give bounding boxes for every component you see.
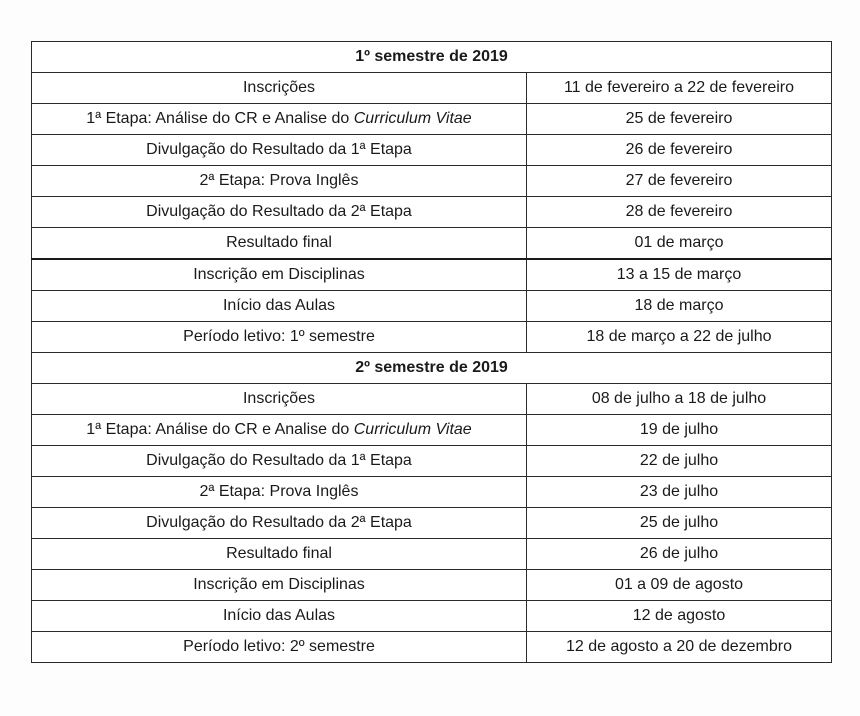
event-label: Divulgação do Resultado da 2ª Etapa xyxy=(32,508,527,539)
event-label: Inscrições xyxy=(32,73,527,104)
event-label: Período letivo: 2º semestre xyxy=(32,632,527,663)
event-label: Inscrições xyxy=(32,384,527,415)
event-date: 25 de fevereiro xyxy=(527,104,832,135)
table-row xyxy=(32,446,832,477)
event-label: Divulgação do Resultado da 1ª Etapa xyxy=(32,135,527,166)
table-row xyxy=(32,135,832,166)
semester-1-title: 1º semestre de 2019 xyxy=(32,42,832,73)
event-date: 13 a 15 de março xyxy=(527,259,832,291)
event-date: 23 de julho xyxy=(527,477,832,508)
event-date: 12 de agosto xyxy=(527,601,832,632)
event-date: 12 de agosto a 20 de dezembro xyxy=(527,632,832,663)
event-label: Período letivo: 1º semestre xyxy=(32,322,527,353)
event-label-italic: Curriculum Vitae xyxy=(353,421,472,438)
event-date: 22 de julho xyxy=(527,446,832,477)
event-label xyxy=(32,104,527,135)
table-row xyxy=(32,73,832,104)
event-date: 18 de março xyxy=(527,291,832,322)
event-date: 27 de fevereiro xyxy=(527,166,832,197)
event-label-text: 1ª Etapa: Análise do CR e Analise do xyxy=(86,110,354,127)
table-row xyxy=(32,259,832,291)
table-row xyxy=(32,632,832,663)
table-row xyxy=(32,539,832,570)
table-row xyxy=(32,384,832,415)
table-row xyxy=(32,508,832,539)
event-date: 28 de fevereiro xyxy=(527,197,832,228)
table-row xyxy=(32,570,832,601)
table-row xyxy=(32,477,832,508)
event-label: 2ª Etapa: Prova Inglês xyxy=(32,477,527,508)
event-label: Início das Aulas xyxy=(32,601,527,632)
event-label: Inscrição em Disciplinas xyxy=(32,259,527,291)
event-date: 26 de julho xyxy=(527,539,832,570)
section-header-row xyxy=(32,42,832,73)
event-label: Resultado final xyxy=(32,539,527,570)
event-label-text: 1ª Etapa: Análise do CR e Analise do xyxy=(86,421,354,438)
event-date: 19 de julho xyxy=(527,415,832,446)
table-row xyxy=(32,601,832,632)
event-date: 01 de março xyxy=(527,228,832,260)
table-row xyxy=(32,104,832,135)
event-label: Início das Aulas xyxy=(32,291,527,322)
event-date: 01 a 09 de agosto xyxy=(527,570,832,601)
semester-2-title: 2º semestre de 2019 xyxy=(32,353,832,384)
table-row xyxy=(32,415,832,446)
event-label: Divulgação do Resultado da 2ª Etapa xyxy=(32,197,527,228)
event-label: Divulgação do Resultado da 1ª Etapa xyxy=(32,446,527,477)
table-row xyxy=(32,166,832,197)
event-label xyxy=(32,415,527,446)
event-date: 11 de fevereiro a 22 de fevereiro xyxy=(527,73,832,104)
table-row xyxy=(32,197,832,228)
table-row xyxy=(32,228,832,260)
event-label: Resultado final xyxy=(32,228,527,260)
event-label: 2ª Etapa: Prova Inglês xyxy=(32,166,527,197)
event-label: Inscrição em Disciplinas xyxy=(32,570,527,601)
event-label-italic: Curriculum Vitae xyxy=(353,110,472,127)
table-row xyxy=(32,291,832,322)
event-date: 26 de fevereiro xyxy=(527,135,832,166)
event-date: 18 de março a 22 de julho xyxy=(527,322,832,353)
table-row xyxy=(32,322,832,353)
event-date: 08 de julho a 18 de julho xyxy=(527,384,832,415)
schedule-table xyxy=(31,41,832,663)
event-date: 25 de julho xyxy=(527,508,832,539)
section-header-row xyxy=(32,353,832,384)
